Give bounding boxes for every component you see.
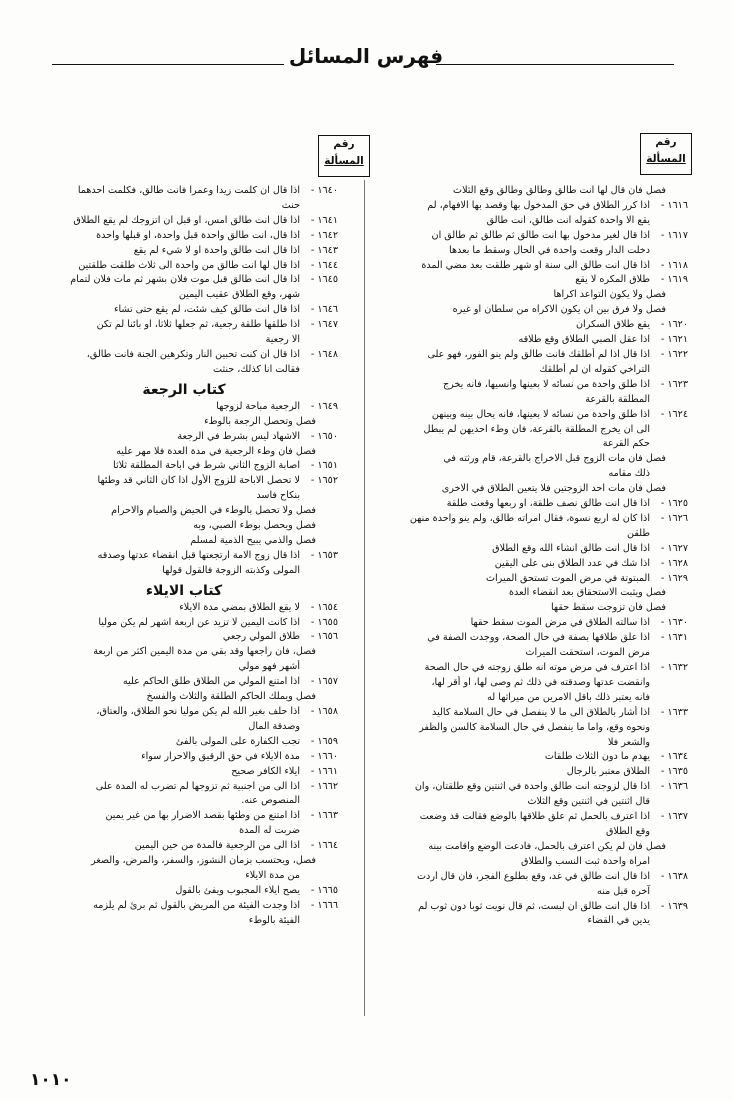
index-entry [30,809,338,824]
entry-number: ١٦٥٢ - [310,475,338,487]
index-entry [30,259,338,274]
index-line [380,721,688,736]
entry-text: اصابة الزوج الثاني شرط في اباحة المطلقة ثلاثا [113,460,300,472]
entry-text: اذا قال، انت طالق واحدة قبل واحدة، او قبلها واحدة [96,229,300,241]
entry-number: ١٦٦٣ - [310,810,338,822]
index-line [30,504,338,519]
index-line [380,825,688,840]
index-entry [30,899,338,914]
index-line [380,363,688,378]
entry-text: آخره قبل منه [597,885,650,897]
index-line [30,869,338,884]
column-header-word: المسألة [324,155,364,167]
index-line [30,914,338,929]
entry-number: ١٦٢٦ - [660,512,688,524]
index-line [30,519,338,534]
index-line [30,660,338,675]
entry-text: اذا عقل الصبي الطلاق وقع طلاقه [518,334,650,346]
index-entry [380,259,688,274]
entry-number: ١٦٦٠ - [310,750,338,762]
entry-text: وقع الطلاق [605,825,650,837]
entry-number: ١٦٦١ - [310,765,338,777]
index-entry [380,199,688,214]
entry-number: ١٦٥١ - [310,460,338,472]
entry-number: ١٦١٦ - [660,199,688,211]
column-header-right [640,133,692,175]
entry-text: اذا الى من اجنبية ثم تزوجها لم تضرب له المدة على [95,780,300,792]
entry-text: الطلاق معتبر بالرجال [566,766,650,778]
entry-text: اذا قال اذا لم أطلقك فانت طالق ولم ينو الفور، فهو على [427,348,650,360]
entry-text: اذا قال لزوجته انت طالق واحدة في اثنتين وقع طلقتان، وان [414,781,650,793]
entry-text: فصل فان تزوجت سقط حقها [551,602,666,614]
entry-text: اذا اعترف بالحمل ثم علق طلاقها بالوضع فقالت قد وضعت [419,811,650,823]
entry-text: فصل وتحصل الرجعة بالوطء [204,415,316,427]
entry-text: مدة الايلاء في حق الرقيق والاحرار سواء [141,750,300,762]
index-line [380,214,688,229]
index-entry [30,765,338,780]
section-heading [30,579,338,601]
entry-text: فانه يعتبر ذلك باقل الامرين من ميراثها له [487,691,650,703]
index-entry [30,184,338,199]
entry-number: ١٦٣٥ - [660,766,688,778]
index-entry [30,630,338,645]
index-line [380,437,688,452]
index-entry [30,474,338,489]
entry-text: فصل ويثبت الاستحقاق بعد انقضاء العدة [509,587,666,599]
entry-text: يهدم ما دون الثلاث طلقات [544,751,650,763]
index-entry [380,348,688,363]
index-column-left [30,184,338,929]
column-header-word: رقم [655,136,677,148]
entry-text: يقع الا واحدة كقوله انت طالق، انت طالق [486,214,650,226]
index-entry [380,229,688,244]
entry-number: ١٦٥٦ - [310,631,338,643]
entry-text: ونحوه وقع، واما ما ينفصل في حال السلامة كالسن والظفر [419,721,650,733]
index-entry [30,780,338,795]
index-line [30,333,338,348]
entry-number: ١٦٣١ - [660,632,688,644]
index-line [380,244,688,259]
entry-number: ١٦٤٠ - [310,185,338,196]
index-line [380,885,688,900]
entry-text: اذا قال لغير مدخول بها انت طالق ثم طالق ثم طالق ان [431,229,650,241]
entry-text: حنث [281,199,300,211]
index-entry [380,408,688,423]
index-entry [30,214,338,229]
index-line [380,840,688,855]
index-line [30,720,338,735]
title-rule-left [52,64,284,65]
entry-number: ١٦٣٠ - [660,617,688,629]
column-divider [364,180,365,1016]
entry-text: ايلاء الكافر صحيح [231,765,300,777]
index-line [30,363,338,378]
entry-number: ١٦٢٣ - [660,378,688,390]
entry-text: اذا امتنع من وطئها بقصد الاضرار بها من غير يمين [105,810,300,822]
entry-text: فصل فان لم يكن اعترف بالحمل، فادعت الوضع واقامت بينه [428,840,666,852]
entry-number: ١٦٥٥ - [310,616,338,628]
entry-text: اذا حلف بغير الله لم يكن موليا نحو الطلاق، والعتاق، [96,706,300,717]
index-line [380,855,688,870]
index-line [30,824,338,839]
index-entry [380,318,688,333]
entry-text: بنكاح فاسد [256,490,300,502]
index-entry [30,549,338,564]
index-entry [30,459,338,474]
entry-text: اذا قال انت طالق قبل موت فلان بشهر ثم مات فلان لتمام [70,274,300,286]
entry-number: ١٦٥٧ - [310,676,338,688]
entry-text: امراة واحدة ثبت النسب والطلاق [521,855,650,867]
index-line [380,646,688,661]
entry-number: ١٦١٨ - [660,259,688,271]
entry-number: ١٦٥٨ - [310,706,338,717]
entry-number: ١٦٣٩ - [660,900,688,912]
index-line [380,423,688,438]
index-line [380,527,688,542]
index-line [30,794,338,809]
index-line [30,489,338,504]
entry-text: فصل ويملك الحاكم الطلقة والثلاث والفسخ [146,691,316,703]
entry-text: اذا سالته الطلاق في مرض الموت سقط حقها [470,617,650,629]
index-entry [30,675,338,690]
entry-text: فصل ولا يكون التواعد اكراها [553,289,666,301]
entry-text: فصل فان قال لها انت طالق وطالق وطالق وقع الثلاث [453,185,666,196]
entry-text: اذا الى من الرجعية فالمدة من حين اليمين [134,840,300,852]
entry-number: ١٦٤٧ - [310,319,338,331]
section-heading [30,378,338,400]
index-entry [380,631,688,646]
entry-number: ١٦٢٠ - [660,319,688,331]
index-entry [380,572,688,587]
index-line [380,184,688,199]
index-entry [30,839,338,854]
index-entry [380,333,688,348]
entry-text: لا يقع الطلاق بمضي مدة الايلاء [179,601,300,613]
index-entry [30,430,338,445]
entry-text: طلقن [627,527,650,539]
index-entry [30,400,338,415]
entry-number: ١٦٣٧ - [660,811,688,823]
entry-text: فصل فان مات احد الزوجتين فلا يتعين الطلاق في الاخرى [441,483,666,495]
index-entry [380,780,688,795]
entry-text: اذا امتنع المولي من الطلاق طلق الحاكم عليه [122,676,300,688]
index-line [380,303,688,318]
entry-text: قال اثنتين في اثنتين وقع الثلاث [527,796,650,808]
index-line [30,445,338,460]
entry-number: ١٦١٩ - [660,274,688,286]
index-line [380,482,688,497]
entry-number: ١٦٤١ - [310,214,338,226]
entry-text: اذا طلقها طلقة رجعية، ثم جعلها ثلاثا، او بائنا لم تكن [96,319,300,331]
index-entry [380,810,688,825]
entry-number: ١٦٢٩ - [660,572,688,584]
entry-text: اذا أشار بالطلاق الى ما لا ينفصل في حال السلامة كاليد [432,706,650,718]
index-entry [30,303,338,318]
entry-number: ١٦٥٣ - [310,549,338,561]
entry-text: مرض الموت، استحقت الميراث [525,647,650,659]
index-entry [380,557,688,572]
entry-text: اذا قال انت طالق انشاء الله وقع الطلاق [492,542,650,554]
entry-text: التراخي كقوله ان لم أطلقك [539,363,650,375]
entry-text: حكم القرعة [602,438,650,450]
entry-text: المطلقة بالقرعة [585,393,650,405]
index-entry [380,378,688,393]
entry-text: الا رجعية [265,334,300,346]
entry-number: ١٦٢٧ - [660,542,688,554]
entry-number: ١٦٤٩ - [310,400,338,412]
entry-number: ١٦٣٣ - [660,706,688,718]
entry-text: اذا قال ان كنت تحبين النار وتكرهين الجنة فانت طالق، [86,348,300,360]
entry-text: يصح ايلاء المجبوب ويفئ بالقول [175,884,300,896]
index-line [30,645,338,660]
entry-text: ضربت له المدة [239,825,300,837]
entry-number: ١٦٤٤ - [310,259,338,271]
index-entry [380,497,688,512]
entry-number: ١٦٥٩ - [310,735,338,747]
index-entry [30,244,338,259]
index-entry [380,616,688,631]
entry-number: ١٦٤٢ - [310,229,338,241]
index-entry [380,765,688,780]
index-line [380,288,688,303]
entry-number: ١٦٤٨ - [310,348,338,360]
entry-text: فصل فان وطء الرجعية في مدة العدة فلا مهر عليه [116,445,316,457]
entry-number: ١٦٥٠ - [310,430,338,442]
entry-text: اذا كرر الطلاق في حق المدخول بها وقصد بها الافهام، لم [427,199,650,211]
index-entry [380,542,688,557]
index-entry [30,229,338,244]
entry-text: لا تحصل الاباحة للزوج الأول اذا كان الثاني قد وطئها [97,475,300,487]
entry-text: دخلت الدار وقعت واحدة في الحال وسقط ما بعدها [449,244,650,256]
entry-number: ١٦٤٦ - [310,304,338,316]
entry-number: ١٦٢٢ - [660,348,688,360]
page-number: ١٠١٠ [30,1070,72,1090]
index-line [30,564,338,579]
entry-text: فصل ولا فرق بين ان يكون الاكراه من سلطان او غيره [452,304,666,316]
entry-text: اذا قال زوج الامة ارتجعتها قبل انقضاء عدتها وصدقه [97,549,300,561]
entry-text: فصل، ويحتسب بزمان النشوز، والسفر، والمرض، والصغر [91,855,316,867]
entry-text: من مدة الايلاء [245,869,300,881]
entry-number: ١٦٣٦ - [660,781,688,793]
entry-text: يدين في القضاء [587,915,650,927]
entry-text: اذا اعترف في مرض موته انه طلق زوجته في حال الصحة [424,662,650,673]
entry-text: فصل ويحصل بوطء الصبي، وبه [193,520,316,532]
entry-number: ١٦٥٤ - [310,601,338,613]
index-line [30,288,338,303]
index-entry [30,616,338,631]
entry-text: فصل ولا تحصل بالوطء في الحيض والصيام والاحرام [111,505,316,517]
index-entry [30,735,338,750]
entry-number: ١٦٤٥ - [310,274,338,286]
index-line [380,736,688,751]
entry-text: طلاق المكره لا يقع [575,274,650,286]
entry-text: اذا قال ان كلمت زيدا وعمرا فانت طالق، فكلمت احدهما [77,185,300,196]
entry-number: ١٦١٧ - [660,229,688,241]
entry-text: تجب الكفارة على المولى بالفئ [175,735,300,747]
index-line [30,534,338,549]
index-column-right [380,184,688,929]
entry-text: اذا طلق واحدة من نسائه لا بعينها، فانه يحال بينه وبينهن [431,408,650,420]
column-header-left [318,135,370,177]
entry-text: وانقضت عدتها وصدقته في ذلك ثم وصى لها، او أقر لها، [431,676,650,688]
index-line [380,393,688,408]
entry-number: ١٦٢٥ - [660,498,688,510]
index-line [380,452,688,467]
index-line [380,467,688,482]
entry-text: شهر، وقع الطلاق عقيب اليمين [178,289,300,301]
index-entry [380,512,688,527]
entry-number: ١٦٦٥ - [310,884,338,896]
entry-number: ١٦٢٨ - [660,557,688,569]
entry-text: اذا قال انت طالق نصف طلقة، او ربعها وقعت طلقة [446,498,650,510]
entry-text: المبتوتة في مرض الموت تستحق الميراث [485,572,650,584]
entry-text: الفيئة بالوطء [248,914,300,926]
entry-text: اذا قال لها انت طالق من واحدة الى ثلاث طلقت طلقتين [78,259,300,271]
column-header-word: رقم [333,138,355,150]
entry-text: اذا علق طلاقها بصفة في حال الصحة، ووجدت الصفة في [427,632,650,644]
index-line [380,676,688,691]
entry-text: الرجعية مباحة لزوجها [216,400,300,412]
entry-number: ١٦٦٤ - [310,840,338,852]
column-header-word: المسألة [646,153,686,165]
entry-text: اذا قال انت طالق كيف شئت، لم يقع حتى تشاء [113,304,300,316]
entry-text: فصل والذمي يبيح الذمية لمسلم [190,534,316,546]
index-entry [30,884,338,899]
entry-text: الى ان يخرج المطلقة بالقرعة، فان وطء احديهن لم يبطل [423,423,650,435]
entry-number: ١٦٢١ - [660,334,688,346]
entry-text: أشهر فهو مولي [238,661,300,673]
entry-text: اذا كانت اليمين لا تزيد عن اربعة اشهر لم يكن موليا [98,616,300,628]
entry-text: فصل، فان راجعها وقد بقي من مدة اليمين اكثر من اربعة [93,646,316,658]
index-entry [30,273,338,288]
index-entry [30,705,338,720]
entry-text: اذا كان له اربع نسوة، فقال امراته طالق، ولم ينو واحدة منهن [409,512,650,524]
entry-number: ١٦٤٣ - [310,244,338,256]
entry-number: ١٦٣٤ - [660,751,688,763]
entry-text: اذا قال انت طالق واحدة او لا شيء لم يقع [133,244,300,256]
entry-text: اذا قال انت طالق امس، او قبل ان اتزوجك لم يقع الطلاق [73,214,300,226]
entry-text: الاشهاد ليس بشرط في الرجعة [177,430,300,442]
entry-text: كتاب الايلاء [145,582,223,599]
entry-text: فقالت انا كذلك، حنثت [213,363,300,375]
index-entry [380,706,688,721]
entry-text: كتاب الرجعة [142,381,226,398]
entry-text: اذا شك في عدد الطلاق بنى على اليقين [494,557,650,569]
index-line [30,415,338,430]
index-entry [380,870,688,885]
entry-text: وصدقة المال [248,720,300,732]
entry-text: فصل فان مات الزوج قبل الاخراج بالقرعة، قام ورثته في [443,453,666,465]
index-line [380,691,688,706]
entry-number: ١٦٣٨ - [660,870,688,882]
entry-text: اذا قال انت طالق الى سنة او شهر طلقت بعد مضي المدة [421,259,650,271]
entry-text: المنصوص عنه. [241,795,300,807]
index-line [30,854,338,869]
entry-text: والشعر فلا [607,736,650,748]
index-entry [380,273,688,288]
entry-number: ١٦٦٢ - [310,780,338,792]
entry-number: ١٦٣٢ - [660,662,688,673]
page-title: فهرس المسائل [288,44,444,68]
entry-text: يقع طلاق السكران [576,319,650,331]
index-entry [380,900,688,915]
entry-text: المولى وكذبته الزوجة فالقول قولها [162,564,300,576]
index-entry [30,750,338,765]
index-line [30,199,338,214]
entry-text: ذلك مقامه [608,468,650,480]
index-line [380,586,688,601]
entry-text: طلاق المولي رجعي [222,631,300,643]
entry-text: اذا وجدت الفيئة من المريض بالقول ثم برئ لم يلزمه [93,899,300,911]
index-entry [30,348,338,363]
index-line [380,795,688,810]
index-entry [30,601,338,616]
index-entry [30,318,338,333]
entry-text: اذا قال انت طالق ان لبست، ثم قال نويت ثوبا دون ثوب لم [418,900,650,912]
entry-text: اذا طلق واحدة من نسائه لا بعينها وانسيها، فانه يخرج [442,378,650,390]
entry-number: ١٦٦٦ - [310,899,338,911]
index-line [30,690,338,705]
index-line [380,914,688,929]
index-line [380,601,688,616]
entry-text: اذا قال انت طالق في غد، وقع بطلوع الفجر، فان قال اردت [417,870,650,882]
index-entry [380,661,688,676]
title-rule-right [436,64,674,65]
index-entry [380,750,688,765]
entry-number: ١٦٢٤ - [660,408,688,420]
